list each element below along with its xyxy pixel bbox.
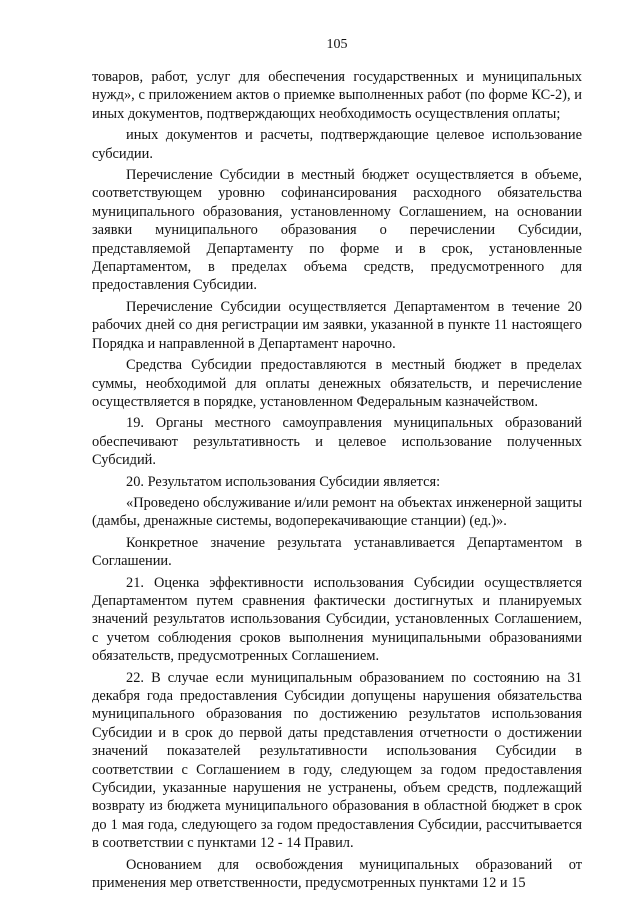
page-number: 105 [326,37,348,52]
paragraph-p11: 22. В случае если муниципальным образованием по состоянию на 31 декабря года предоставления Субсидии допущены нарушения обязательства муниципального образования по достижению результатов использования Субсидии и в срок до первой даты представления отчетности о достижении значений показателей результативности использования Субсидии в соответствии с Соглашением в году, следующем за годом предоставления Субсидии, указанные нарушения не устранены, объем средств, подлежащий возврату из бюджета муниципального образования в областной бюджет в срок до 1 мая года, следующего за годом предоставления Субсидии, рассчитывается в соответствии с пунктами 12 - 14 Правил. [92,669,582,852]
paragraph-p4: Перечисление Субсидии осуществляется Департаментом в течение 20 рабочих дней со дня регистрации им заявки, указанной в пункте 11 настоящего Порядка и направленной в Департамент нарочно. [92,298,582,352]
paragraph-p3: Перечисление Субсидии в местный бюджет осуществляется в объеме, соответствующем уровню софинансирования расходного обязательства муниципального образования, установленному Соглашением, на основании заявки муниципального образования о перечислении Субсидии, представляемой Департаменту по форме и в срок, установленные Департаментом, в пределах объема средств, предусмотренного для предоставления Субсидии. [92,167,582,294]
paragraph-p5: Средства Субсидии предоставляются в местный бюджет в пределах суммы, необходимой для оплаты денежных обязательств, и перечисление осуществляется в порядке, установленном Федеральным казначейством. [92,357,582,410]
paragraph-p12: Основанием для освобождения муниципальных образований от применения мер ответственности, предусмотренных пунктами 12 и 15 [92,856,582,892]
paragraph-p6: 19. Органы местного самоуправления муниципальных образований обеспечивают результативность и целевое использование полученных Субсидий. [92,415,582,469]
paragraph-p9: Конкретное значение результата устанавливается Департаментом в Соглашении. [92,534,582,570]
paragraph-p7: 20. Результатом использования Субсидии является: [126,473,441,490]
paragraph-p2: иных документов и расчеты, подтверждающие целевое использование субсидии. [92,127,582,162]
paragraph-p1: товаров, работ, услуг для обеспечения государственных и муниципальных нужд», с приложением актов о приемке выполненных работ (по форме КС-2), и иных документов, подтверждающих необходимость осуществления оплаты; [92,69,582,122]
document-body [92,68,582,892]
paragraph-p10: 21. Оценка эффективности использования Субсидии осуществляется Департаментом путем сравнения фактически достигнутых и планируемых значений результатов использования Субсидии, установленных Соглашением, с учетом соблюдения сроков выполнения муниципальными образованиями обязательств, предусмотренных Соглашением. [92,574,582,665]
paragraph-p8: «Проведено обслуживание и/или ремонт на объектах инженерной защиты (дамбы, дренажные системы, водоперекачивающие станции) (ед.)». [92,494,582,530]
